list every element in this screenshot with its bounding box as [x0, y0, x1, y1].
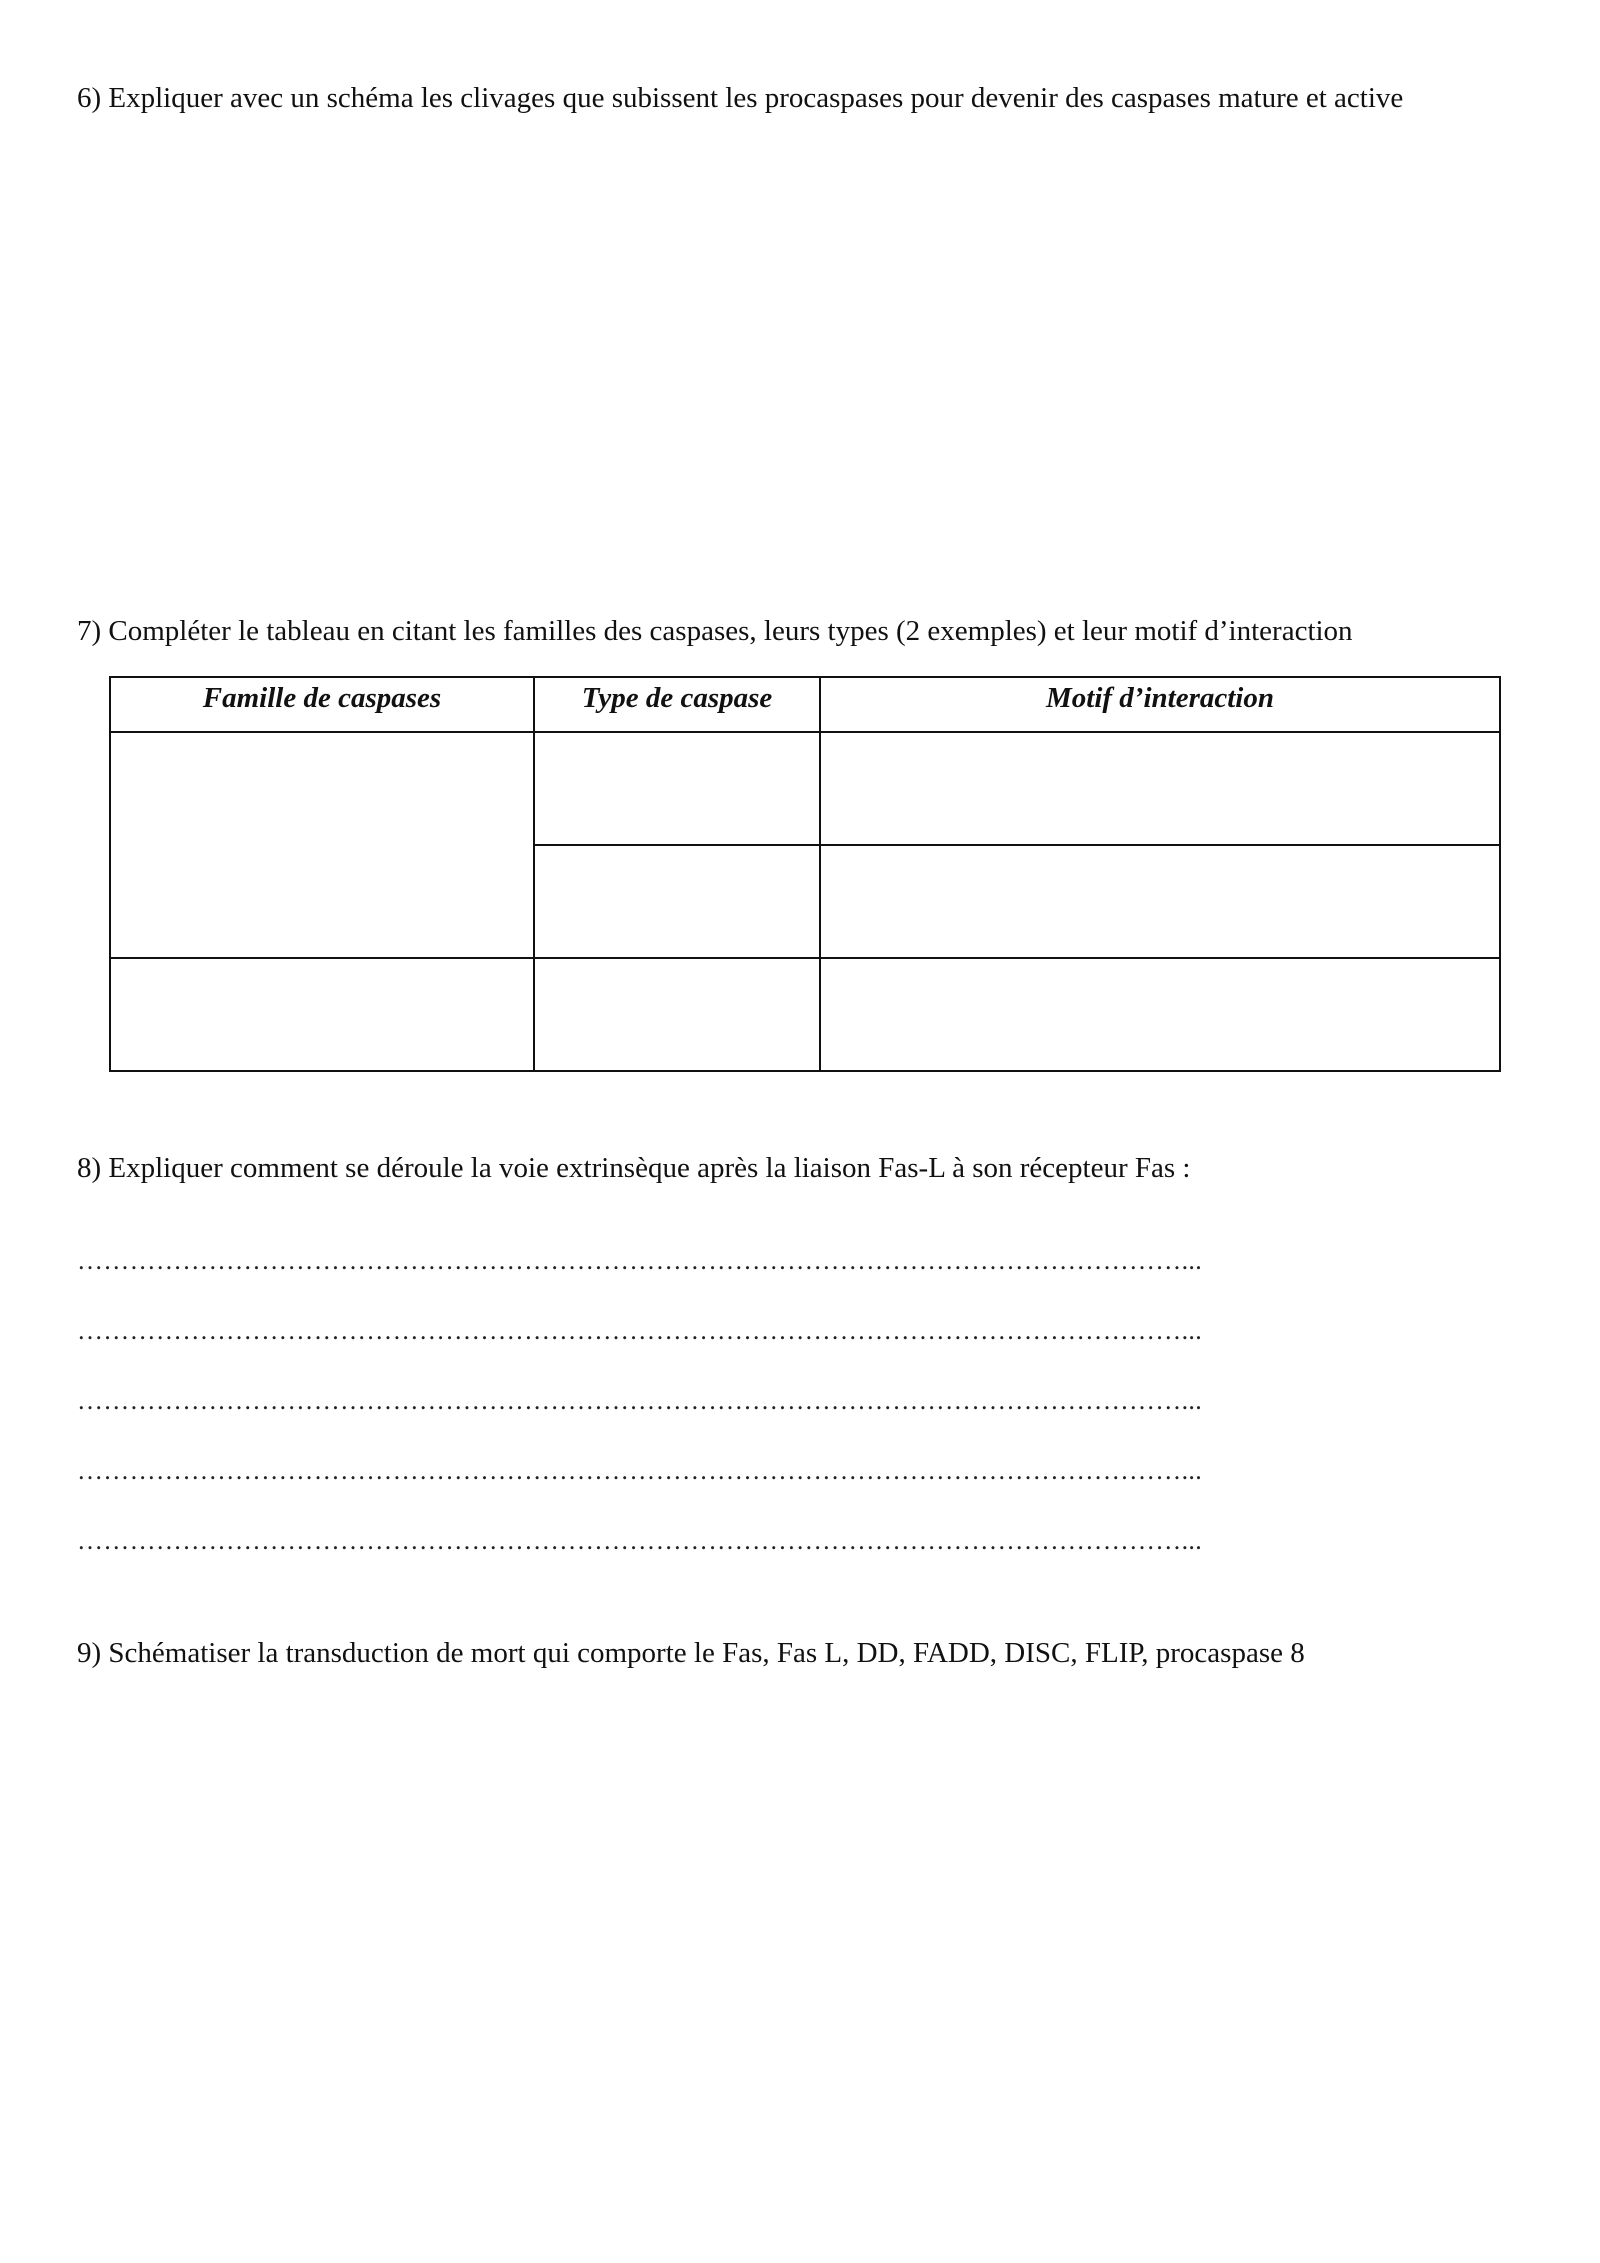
answer-line[interactable] [77, 1212, 1532, 1282]
cell-type-3[interactable] [534, 958, 820, 1071]
answer-line[interactable] [77, 1282, 1532, 1352]
answer-line[interactable] [77, 1492, 1532, 1562]
table-row [110, 958, 1500, 1071]
answer-line[interactable] [77, 1422, 1532, 1492]
cell-famille-1[interactable] [110, 732, 534, 958]
question-7: 7) Compléter le tableau en citant les familles des caspases, leurs types (2 exemples) et leur motif d’interaction [77, 615, 1353, 647]
cell-type-2[interactable] [534, 845, 820, 958]
question-6: 6) Expliquer avec un schéma les clivages que subissent les procaspases pour devenir des caspases mature et active [77, 82, 1404, 114]
cell-motif-1[interactable] [820, 732, 1500, 845]
dotted-line: ………………………………………………………………………………………………………………... [77, 1316, 1202, 1345]
cell-famille-2[interactable] [110, 958, 534, 1071]
cell-motif-3[interactable] [820, 958, 1500, 1071]
table-header-row [110, 677, 1500, 732]
question-8: 8) Expliquer comment se déroule la voie extrinsèque après la liaison Fas-L à son récepteur Fas : [77, 1152, 1191, 1184]
question-9: 9) Schématiser la transduction de mort qui comporte le Fas, Fas L, DD, FADD, DISC, FLIP, procaspase 8 [77, 1637, 1305, 1669]
dotted-line: ………………………………………………………………………………………………………………... [77, 1456, 1202, 1485]
answer-line[interactable] [77, 1352, 1532, 1422]
cell-type-1[interactable] [534, 732, 820, 845]
answer-lines [77, 1212, 1532, 1562]
header-motif: Motif d’interaction [820, 677, 1500, 732]
dotted-line: ………………………………………………………………………………………………………………... [77, 1246, 1202, 1275]
cell-motif-2[interactable] [820, 845, 1500, 958]
header-type: Type de caspase [534, 677, 820, 732]
dotted-line: ………………………………………………………………………………………………………………... [77, 1526, 1202, 1555]
table-row [110, 732, 1500, 845]
dotted-line: ………………………………………………………………………………………………………………... [77, 1386, 1202, 1415]
header-famille: Famille de caspases [110, 677, 534, 732]
caspase-table [109, 676, 1501, 1072]
